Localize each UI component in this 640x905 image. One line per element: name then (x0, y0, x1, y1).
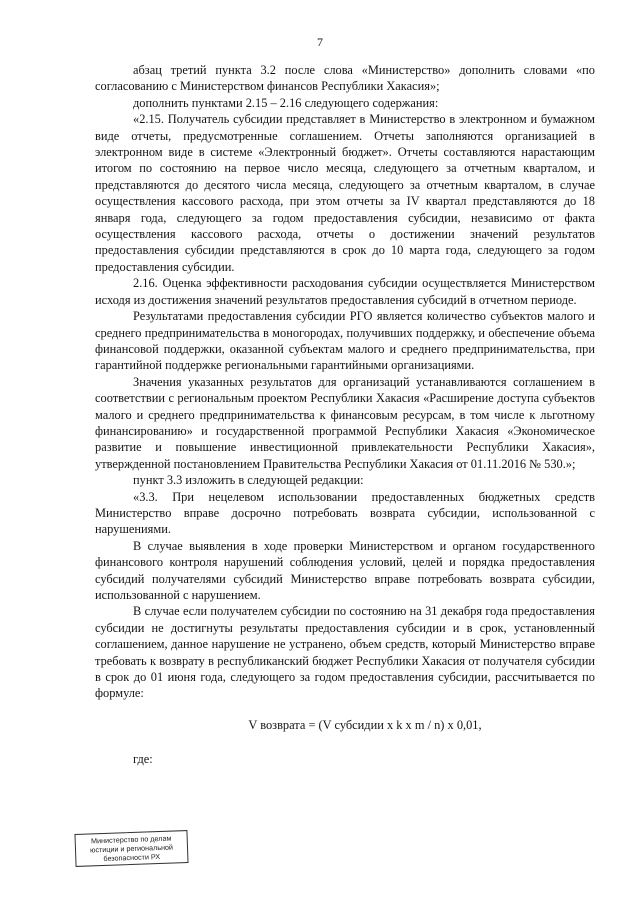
paragraph-results: Результатами предоставления субсидии РГО является количество субъектов малого и среднего предпринимательства в моногородах, получивших поддержку, и обеспечение объема финансовой поддержки, оказанной субъектам малого и среднего предпринимательства, при гарантийной поддержке региональными гарантийными организациями. (95, 309, 595, 373)
paragraph-3-3: «3.3. При нецелевом использовании предоставленных бюджетных средств Министерство вправе досрочно потребовать возврата субсидии, использованной с нарушениями. (95, 489, 595, 537)
paragraph-point-3-3-intro: пункт 3.3 изложить в следующей редакции: (133, 473, 364, 488)
paragraph-refund-case: В случае если получателем субсидии по состоянию на 31 декабря года предоставления субсидии не достигнуты результаты предоставления субсидии и в срок, установленный соглашением, данное нарушение не устранено, объем средств, который Министерство вправе требовать к возврату в республиканский бюджет Республики Хакасия от получателя субсидии в срок до 01 июня года, следующего за годом предоставления субсидии, рассчитывается по формуле: (95, 604, 595, 701)
paragraph-2-16: 2.16. Оценка эффективности расходования субсидии осуществляется Министерством исходя из достижения значений результатов предоставления субсидий в отчетном периоде. (95, 276, 595, 307)
paragraph-add-points: дополнить пунктами 2.15 – 2.16 следующего содержания: (133, 95, 439, 110)
stamp-line-1: Министерство по делам (90, 833, 172, 846)
stamp-line-2: юстиции и региональной (89, 842, 174, 855)
paragraph-values: Значения указанных результатов для организаций устанавливаются соглашением в соответствии с региональным проектом Республики Хакасия «Расширение доступа субъектов малого и среднего предпринимательства к финансовым ресурсам, в том числе к льготному финансированию» и государственной программой Республики Хакасия «Экономическое развитие и повышение инвестиционной привлекательности Республики Хакасия», утвержденной постановлением Правительства Республики Хакасия от 01.11.2016 № 530.»; (95, 374, 595, 471)
stamp-line-3: безопасности РХ (103, 852, 161, 863)
where-label: где: (133, 752, 153, 767)
document-body (95, 62, 595, 768)
paragraph-amend-3-2: абзац третий пункта 3.2 после слова «Министерство» дополнить словами «по согласованию с Министерством финансов Республики Хакасия»; (95, 63, 595, 94)
ministry-stamp (74, 830, 188, 867)
refund-formula: V возврата = (V субсидии x k x m / n) x 0,01, (248, 717, 482, 732)
paragraph-2-15: «2.15. Получатель субсидии представляет в Министерство в электронном и бумажном виде отчеты, предусмотренные соглашением. Отчеты заполняются организацией в электронном виде в системе «Электронный бюджет». Отчеты составляются нарастающим итогом по состоянию на первое число месяца, следующего за отчетным кварталом, и представляются до десятого числа месяца, следующего за отчетным кварталом, в случае осуществления кассового расхода, при этом отчеты за IV квартал представляются до 18 января года, следующего за годом предоставления субсидии, независимо от факта осуществления кассового расхода, отчеты о достижении значений результатов предоставления субсидии представляются в срок до 10 марта года, следующего за годом предоставления субсидии. (95, 112, 595, 274)
page-number: 7 (317, 35, 323, 49)
paragraph-inspection: В случае выявления в ходе проверки Министерством и органом государственного финансового контроля нарушений соблюдения условий, целей и порядка предоставления субсидий получателями субсидий Министерство вправе потребовать возврата субсидии, использованной с нарушением. (95, 538, 595, 602)
